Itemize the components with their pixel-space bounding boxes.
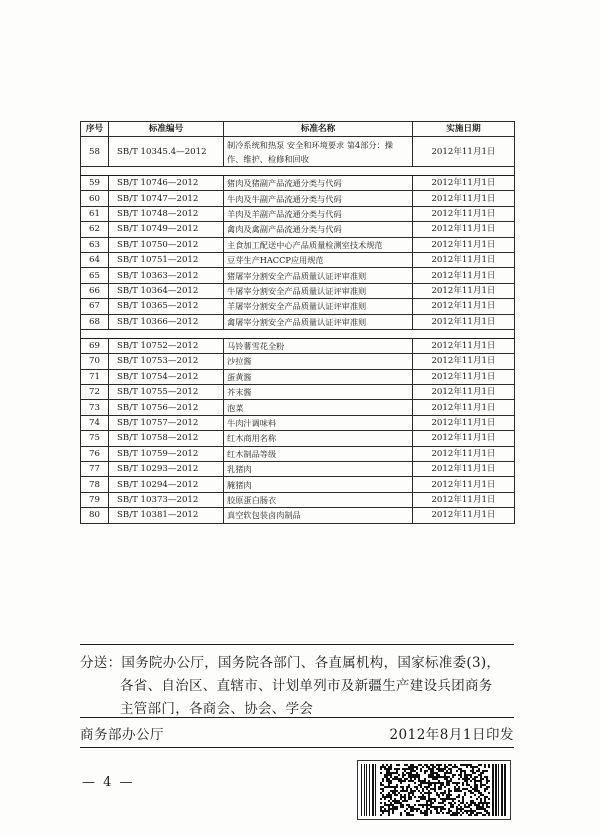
row-code: SB/T 10750—2012 bbox=[109, 237, 224, 252]
header-date: 实施日期 bbox=[413, 122, 515, 137]
table-row bbox=[81, 338, 515, 353]
row-name: 禽肉及禽副产品流通分类与代码 bbox=[224, 222, 413, 237]
table-row bbox=[81, 206, 515, 221]
row-no: 58 bbox=[81, 137, 109, 167]
table-row bbox=[81, 431, 515, 446]
header-code: 标准编号 bbox=[109, 122, 224, 137]
row-date: 2012年11月1日 bbox=[413, 446, 515, 461]
row-date: 2012年11月1日 bbox=[413, 222, 515, 237]
row-name: 泡菜 bbox=[224, 400, 413, 415]
row-code: SB/T 10373—2012 bbox=[109, 492, 224, 507]
row-date: 2012年11月1日 bbox=[413, 338, 515, 353]
row-name: 红木商用名称 bbox=[224, 431, 413, 446]
table-row bbox=[81, 508, 515, 523]
row-code: SB/T 10363—2012 bbox=[109, 268, 224, 283]
table-row bbox=[81, 176, 515, 191]
row-code: SB/T 10748—2012 bbox=[109, 206, 224, 221]
row-no: 72 bbox=[81, 385, 109, 400]
row-code: SB/T 10381—2012 bbox=[109, 508, 224, 523]
table-row bbox=[81, 492, 515, 507]
row-no: 66 bbox=[81, 283, 109, 298]
table-row bbox=[81, 283, 515, 298]
row-code: SB/T 10758—2012 bbox=[109, 431, 224, 446]
row-date: 2012年11月1日 bbox=[413, 268, 515, 283]
table-group-separator bbox=[81, 329, 515, 338]
row-date: 2012年11月1日 bbox=[413, 299, 515, 314]
row-no: 74 bbox=[81, 415, 109, 430]
distribution-line-1: 分送：国务院办公厅，国务院各部门、各直属机构，国家标准委(3)， bbox=[80, 655, 501, 671]
row-no: 75 bbox=[81, 431, 109, 446]
table-header-row bbox=[81, 122, 515, 137]
row-code: SB/T 10345.4—2012 bbox=[109, 137, 224, 167]
row-code: SB/T 10757—2012 bbox=[109, 415, 224, 430]
footer-bottom-rule bbox=[80, 747, 514, 748]
row-date: 2012年11月1日 bbox=[413, 492, 515, 507]
table-row bbox=[81, 237, 515, 252]
issuing-office: 商务部办公厅 bbox=[80, 727, 164, 743]
row-no: 62 bbox=[81, 222, 109, 237]
table-row bbox=[81, 268, 515, 283]
row-no: 64 bbox=[81, 252, 109, 267]
table-row bbox=[81, 400, 515, 415]
row-no: 60 bbox=[81, 191, 109, 206]
distribution-line-3: 主管部门，各商会、协会、学会 bbox=[120, 701, 314, 717]
header-no: 序号 bbox=[81, 122, 109, 137]
row-date: 2012年11月1日 bbox=[413, 283, 515, 298]
row-code: SB/T 10366—2012 bbox=[109, 314, 224, 329]
row-code: SB/T 10746—2012 bbox=[109, 176, 224, 191]
table-row bbox=[81, 252, 515, 267]
header-name: 标准名称 bbox=[224, 122, 413, 137]
row-code: SB/T 10756—2012 bbox=[109, 400, 224, 415]
row-no: 76 bbox=[81, 446, 109, 461]
row-name: 红木制品等级 bbox=[224, 446, 413, 461]
table-row bbox=[81, 191, 515, 206]
row-code: SB/T 10754—2012 bbox=[109, 369, 224, 384]
footer-top-rule bbox=[80, 717, 514, 718]
row-date: 2012年11月1日 bbox=[413, 431, 515, 446]
row-name: 豆芽生产HACCP应用规范 bbox=[224, 252, 413, 267]
row-date: 2012年11月1日 bbox=[413, 477, 515, 492]
row-code: SB/T 10753—2012 bbox=[109, 354, 224, 369]
row-date: 2012年11月1日 bbox=[413, 385, 515, 400]
row-name: 羊屠宰分割安全产品质量认证评审准则 bbox=[224, 299, 413, 314]
distribution-list bbox=[80, 652, 514, 721]
row-code: SB/T 10749—2012 bbox=[109, 222, 224, 237]
row-date: 2012年11月1日 bbox=[413, 415, 515, 430]
row-code: SB/T 10751—2012 bbox=[109, 252, 224, 267]
row-code: SB/T 10755—2012 bbox=[109, 385, 224, 400]
row-no: 80 bbox=[81, 508, 109, 523]
row-code: SB/T 10747—2012 bbox=[109, 191, 224, 206]
row-name: 马铃薯雪花全粉 bbox=[224, 338, 413, 353]
row-date: 2012年11月1日 bbox=[413, 400, 515, 415]
row-name: 腌猪肉 bbox=[224, 477, 413, 492]
table-row bbox=[81, 462, 515, 477]
row-code: SB/T 10294—2012 bbox=[109, 477, 224, 492]
row-no: 79 bbox=[81, 492, 109, 507]
row-no: 63 bbox=[81, 237, 109, 252]
table-row bbox=[81, 477, 515, 492]
row-name: 牛肉汁调味料 bbox=[224, 415, 413, 430]
table-row bbox=[81, 222, 515, 237]
row-name: 蛋黄酱 bbox=[224, 369, 413, 384]
row-date: 2012年11月1日 bbox=[413, 206, 515, 221]
table-row bbox=[81, 354, 515, 369]
table-row bbox=[81, 385, 515, 400]
table-group-b bbox=[81, 338, 515, 523]
row-name: 禽屠宰分割安全产品质量认证评审准则 bbox=[224, 314, 413, 329]
row-name: 乳猪肉 bbox=[224, 462, 413, 477]
table-row bbox=[81, 446, 515, 461]
row-name: 胶原蛋白肠衣 bbox=[224, 492, 413, 507]
row-name: 猪肉及猪副产品流通分类与代码 bbox=[224, 176, 413, 191]
row-date: 2012年11月1日 bbox=[413, 137, 515, 167]
row-date: 2012年11月1日 bbox=[413, 314, 515, 329]
standards-table bbox=[80, 121, 515, 524]
row-no: 59 bbox=[81, 176, 109, 191]
row-code: SB/T 10752—2012 bbox=[109, 338, 224, 353]
issue-date: 2012年8月1日印发 bbox=[389, 727, 514, 743]
row-no: 73 bbox=[81, 400, 109, 415]
row-date: 2012年11月1日 bbox=[413, 191, 515, 206]
row-name: 主食加工配送中心产品质量检测室技术规范 bbox=[224, 237, 413, 252]
row-no: 71 bbox=[81, 369, 109, 384]
row-code: SB/T 10365—2012 bbox=[109, 299, 224, 314]
table-row bbox=[81, 314, 515, 329]
row-date: 2012年11月1日 bbox=[413, 354, 515, 369]
row-no: 69 bbox=[81, 338, 109, 353]
row-code: SB/T 10364—2012 bbox=[109, 283, 224, 298]
row-name: 制冷系统和热泵 安全和环境要求 第4部分：操作、维护、检修和回收 bbox=[224, 137, 413, 167]
barcode-image bbox=[357, 760, 511, 820]
row-no: 61 bbox=[81, 206, 109, 221]
row-name: 芥末酱 bbox=[224, 385, 413, 400]
row-name: 羊肉及羊副产品流通分类与代码 bbox=[224, 206, 413, 221]
row-name: 猪屠宰分割安全产品质量认证评审准则 bbox=[224, 268, 413, 283]
row-date: 2012年11月1日 bbox=[413, 508, 515, 523]
page-number: — 4 — bbox=[82, 775, 135, 790]
row-no: 70 bbox=[81, 354, 109, 369]
table-row bbox=[81, 299, 515, 314]
row-name: 牛肉及牛副产品流通分类与代码 bbox=[224, 191, 413, 206]
table-group-a bbox=[81, 176, 515, 330]
table-row bbox=[81, 137, 515, 167]
row-no: 78 bbox=[81, 477, 109, 492]
row-no: 65 bbox=[81, 268, 109, 283]
row-date: 2012年11月1日 bbox=[413, 462, 515, 477]
row-name: 真空软包装卤肉制品 bbox=[224, 508, 413, 523]
table-group-separator bbox=[81, 167, 515, 176]
table-row bbox=[81, 369, 515, 384]
row-no: 68 bbox=[81, 314, 109, 329]
row-date: 2012年11月1日 bbox=[413, 176, 515, 191]
row-code: SB/T 10759—2012 bbox=[109, 446, 224, 461]
distribution-line-2: 各省、自治区、直辖市、计划单列市及新疆生产建设兵团商务 bbox=[120, 678, 493, 694]
row-no: 67 bbox=[81, 299, 109, 314]
row-date: 2012年11月1日 bbox=[413, 237, 515, 252]
row-name: 沙拉酱 bbox=[224, 354, 413, 369]
row-code: SB/T 10293—2012 bbox=[109, 462, 224, 477]
row-date: 2012年11月1日 bbox=[413, 252, 515, 267]
distribution-top-rule bbox=[80, 644, 514, 645]
row-date: 2012年11月1日 bbox=[413, 369, 515, 384]
table-row bbox=[81, 415, 515, 430]
row-no: 77 bbox=[81, 462, 109, 477]
row-name: 牛屠宰分割安全产品质量认证评审准则 bbox=[224, 283, 413, 298]
